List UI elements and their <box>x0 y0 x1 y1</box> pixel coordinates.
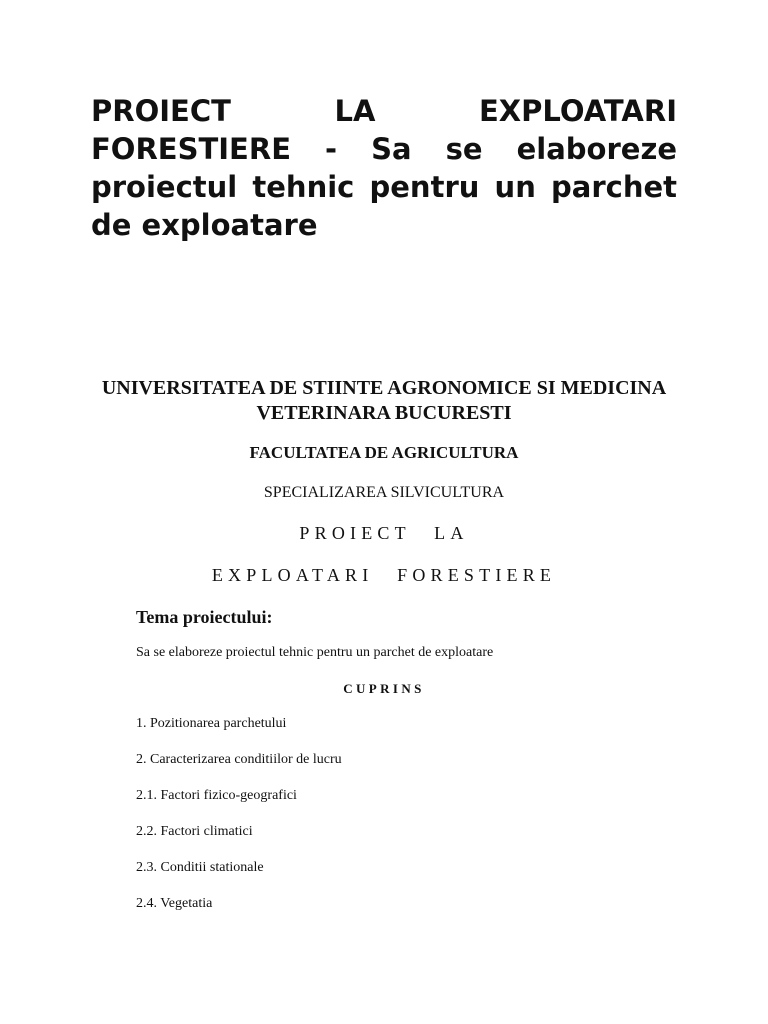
toc-item: 2.3. Conditii stationale <box>136 860 264 875</box>
project-heading-line-2: EXPLOATARI FORESTIERE <box>211 565 557 585</box>
project-heading-line-1: PROIECT LA <box>299 523 469 543</box>
specialization-name: SPECIALIZAREA SILVICULTURA <box>263 484 505 501</box>
document-title: PROIECT LA EXPLOATARI FORESTIERE - Sa se elaboreze proiectul tehnic pentru un parchet de exploatare <box>91 94 677 242</box>
faculty-name: FACULTATEA DE AGRICULTURA <box>249 443 519 462</box>
theme-heading: Tema proiectului: <box>136 607 273 627</box>
toc-item: 2.4. Vegetatia <box>136 896 213 911</box>
contents-heading: CUPRINS <box>343 681 425 696</box>
toc-item: 1. Pozitionarea parchetului <box>136 716 287 731</box>
table-of-contents <box>136 714 696 930</box>
university-name: UNIVERSITATEA DE STIINTE AGRONOMICE SI MEDICINA VETERINARA BUCURESTI <box>101 377 667 424</box>
theme-text: Sa se elaboreze proiectul tehnic pentru un parchet de exploatare <box>136 645 494 660</box>
toc-item: 2. Caracterizarea conditiilor de lucru <box>136 752 342 767</box>
toc-item: 2.2. Factori climatici <box>136 824 253 839</box>
toc-item: 2.1. Factori fizico-geografici <box>136 788 297 803</box>
